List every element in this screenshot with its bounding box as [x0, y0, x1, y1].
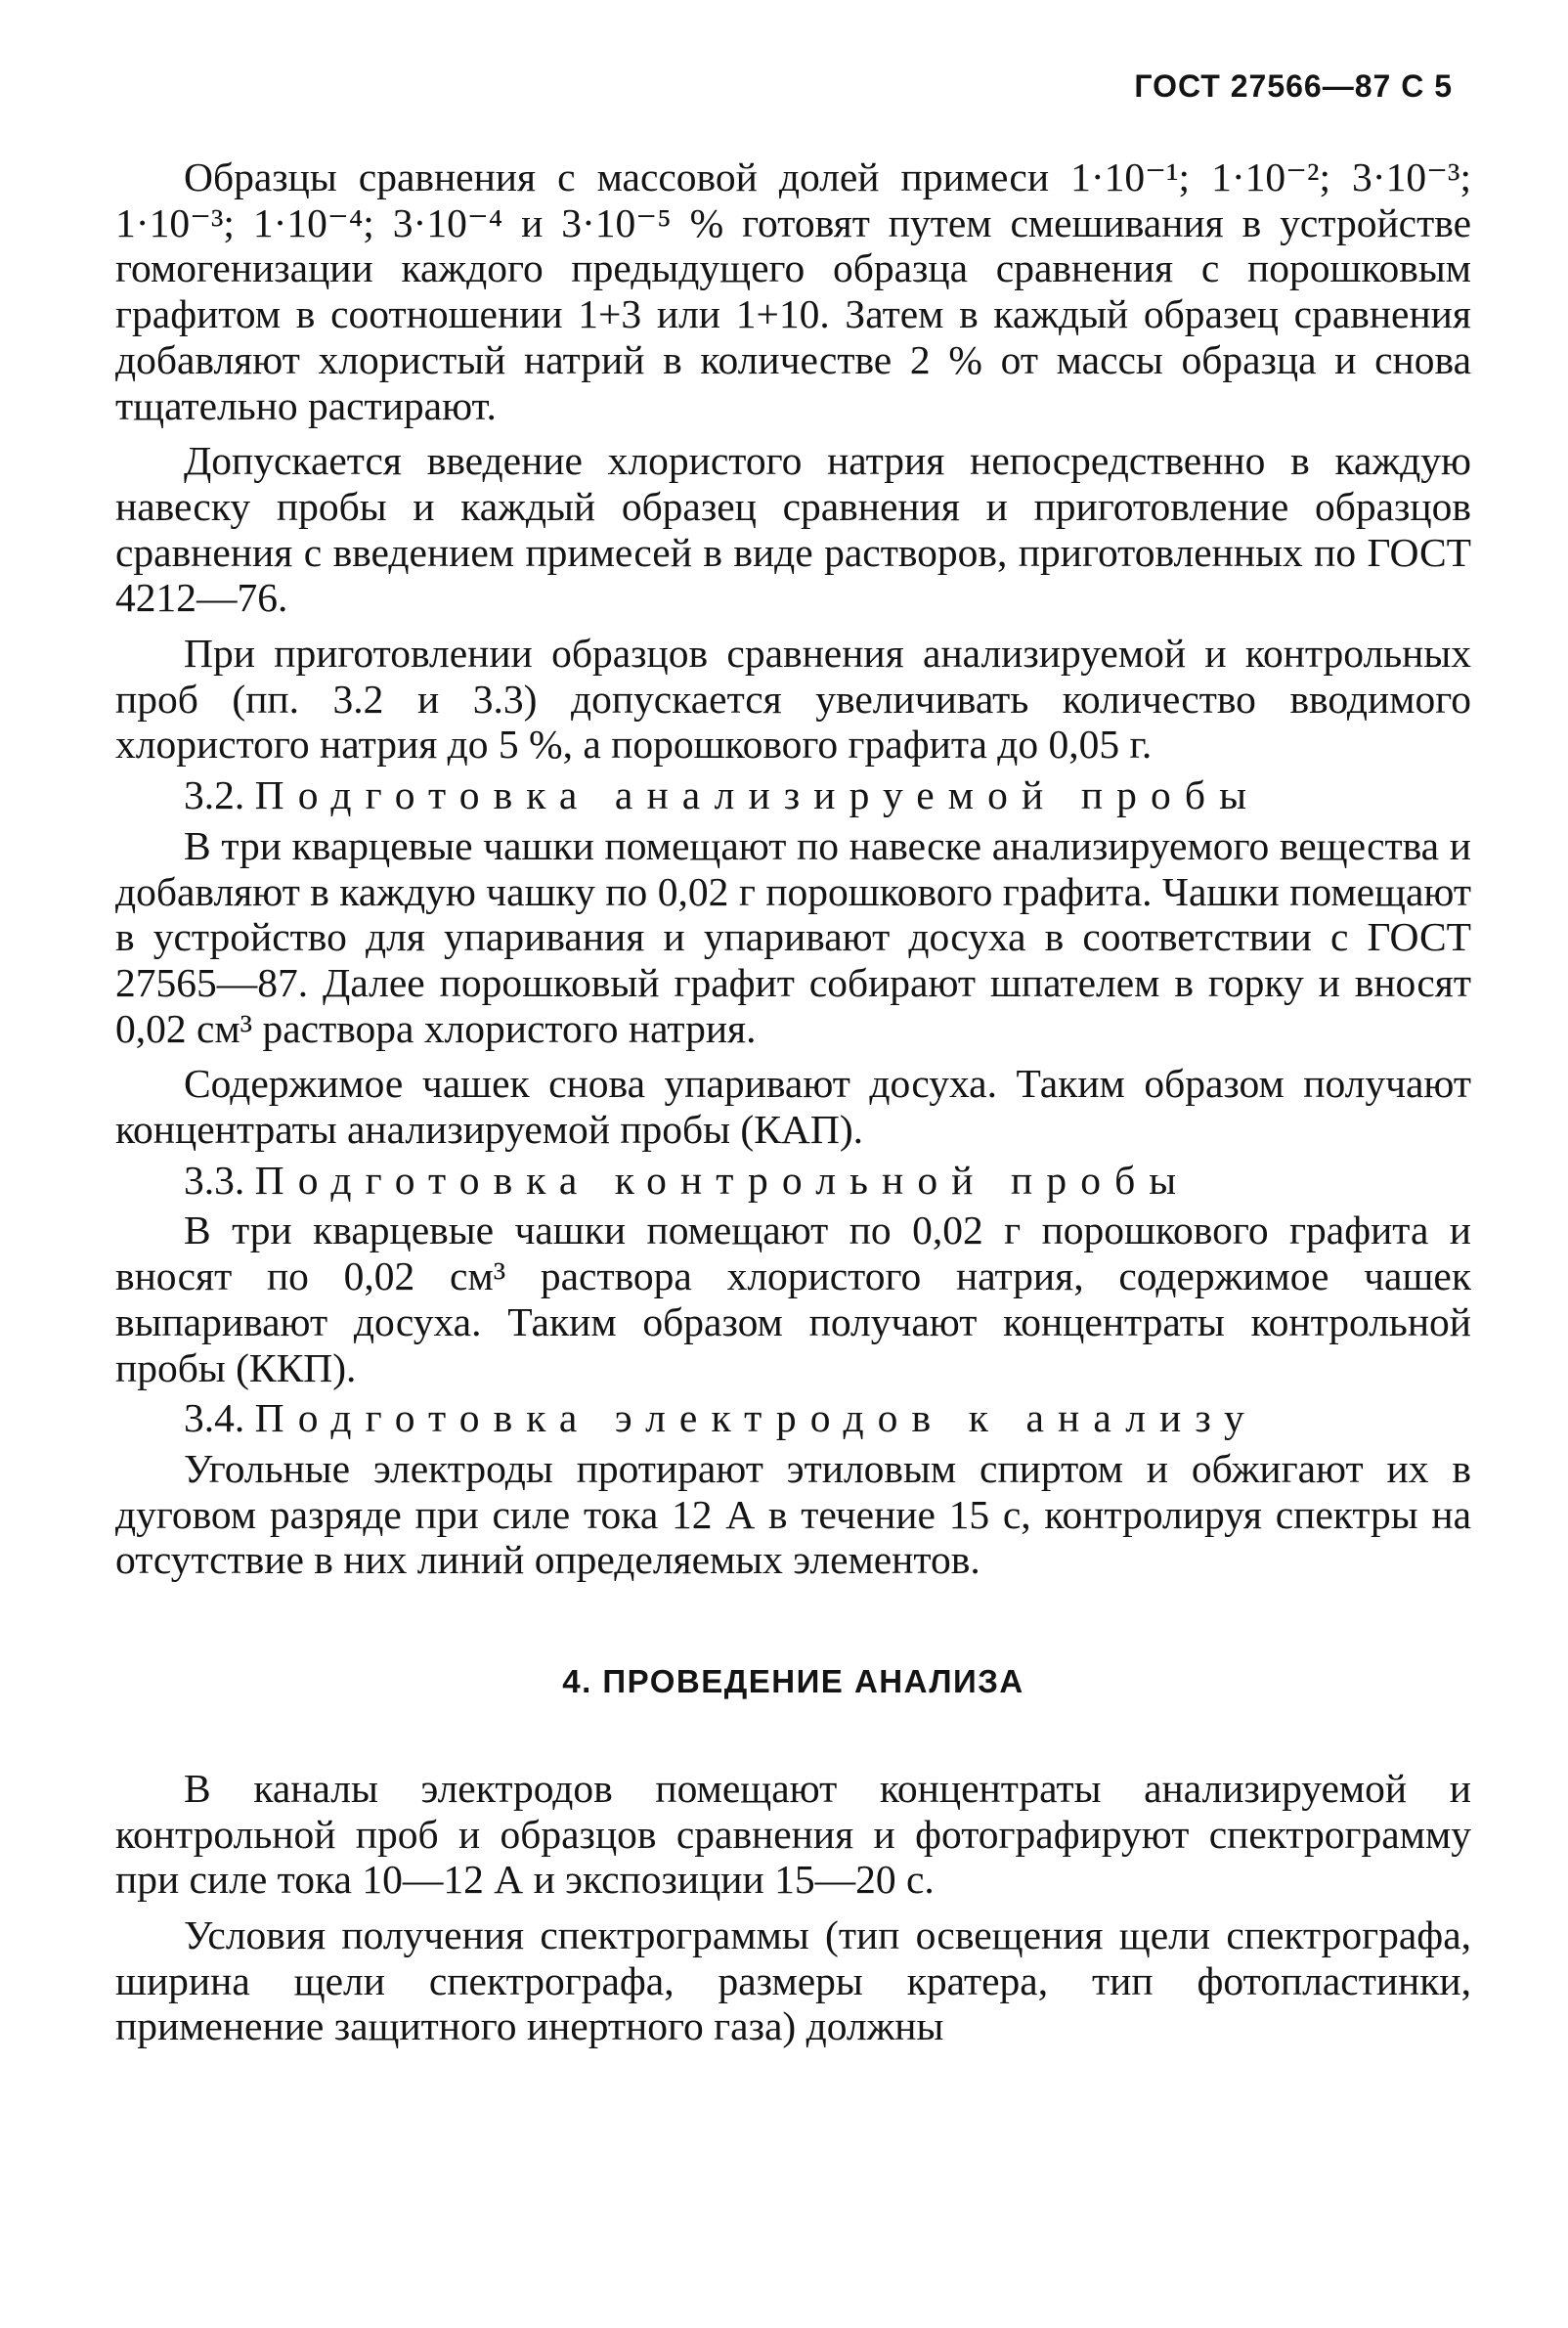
- paragraph-analysis-procedure: В каналы электродов помещают концентраты анализируемой и контрольной проб и образцов сравнения и фотографируют спектрограмму при силе тока 10—12 А и экспозиции 15—20 с.: [115, 1765, 1471, 1903]
- paragraph-electrode-preparation: Угольные электроды протирают этиловым спиртом и обжигают их в дуговом разряде при силе тока 12 А в течение 15 с, контролируя спектры на отсутствие в них линий определяемых элементов.: [115, 1445, 1471, 1583]
- document-body: [115, 154, 1471, 2049]
- paragraph-spectrogram-conditions: Условия получения спектрограммы (тип освещения щели спектрографа, ширина щели спектрографа, размеры кратера, тип фотопластинки, применение защитного инертного газа) должны: [115, 1911, 1471, 2049]
- section-heading-4: 4. ПРОВЕДЕНИЕ АНАЛИЗА: [562, 1663, 1024, 1700]
- paragraph-kap-concentrates: Содержимое чашек снова упаривают досуха. Таким образом получают концентраты анализируемой пробы (КАП).: [115, 1061, 1471, 1153]
- paragraph-control-sample: В три кварцевые чашки помещают по 0,02 г порошкового графита и вносят по 0,02 см³ раствора хлористого натрия, содержимое чашек выпаривают досуха. Таким образом получают концентраты контрольной пробы (ККП).: [115, 1208, 1471, 1390]
- subheading-number: 3.3.: [184, 1157, 245, 1203]
- subheading-title: Подготовка контрольной пробы: [254, 1157, 1191, 1203]
- paragraph-sodium-chloride-allowance: Допускается введение хлористого натрия непосредственно в каждую навеску пробы и каждый образец сравнения и приготовление образцов сравнения с введением примесей в виде растворов, приготовленных по ГОСТ 4212—76.: [115, 438, 1471, 621]
- subheading-3-2: [115, 772, 1471, 818]
- subheading-3-4: [115, 1395, 1471, 1441]
- subheading-number: 3.4.: [184, 1395, 245, 1441]
- subheading-title: Подготовка электродов к анализу: [254, 1395, 1258, 1441]
- subheading-3-3: [115, 1158, 1471, 1204]
- paragraph-increase-quantity: При приготовлении образцов сравнения анализируемой и контрольных проб (пп. 3.2 и 3.3) допускается увеличивать количество вводимого хлористого натрия до 5 %, а порошкового графита до 0,05 г.: [115, 631, 1471, 768]
- subheading-title: Подготовка анализируемой пробы: [254, 772, 1261, 818]
- paragraph-sample-preparation: В три кварцевые чашки помещают по навеске анализируемого вещества и добавляют в каждую чашку по 0,02 г порошкового графита. Чашки помещают в устройство для упаривания и упаривают досуха в соответствии с ГОСТ 27565—87. Далее порошковый графит собирают шпателем в горку и вносят 0,02 см³ раствора хлористого натрия.: [115, 822, 1471, 1051]
- subheading-number: 3.2.: [184, 772, 245, 818]
- page-header: ГОСТ 27566—87 С 5: [1134, 68, 1453, 104]
- paragraph-reference-samples: Образцы сравнения с массовой долей примеси 1·10⁻¹; 1·10⁻²; 3·10⁻³; 1·10⁻³; 1·10⁻⁴; 3·10⁻⁴ и 3·10⁻⁵ % готовят путем смешивания в устройстве гомогенизации каждого предыдущего образца сравнения с порошковым графитом в соотношении 1+3 или 1+10. Затем в каждый образец сравнения добавляют хлористый натрий в количестве 2 % от массы образца и снова тщательно растирают.: [115, 154, 1471, 428]
